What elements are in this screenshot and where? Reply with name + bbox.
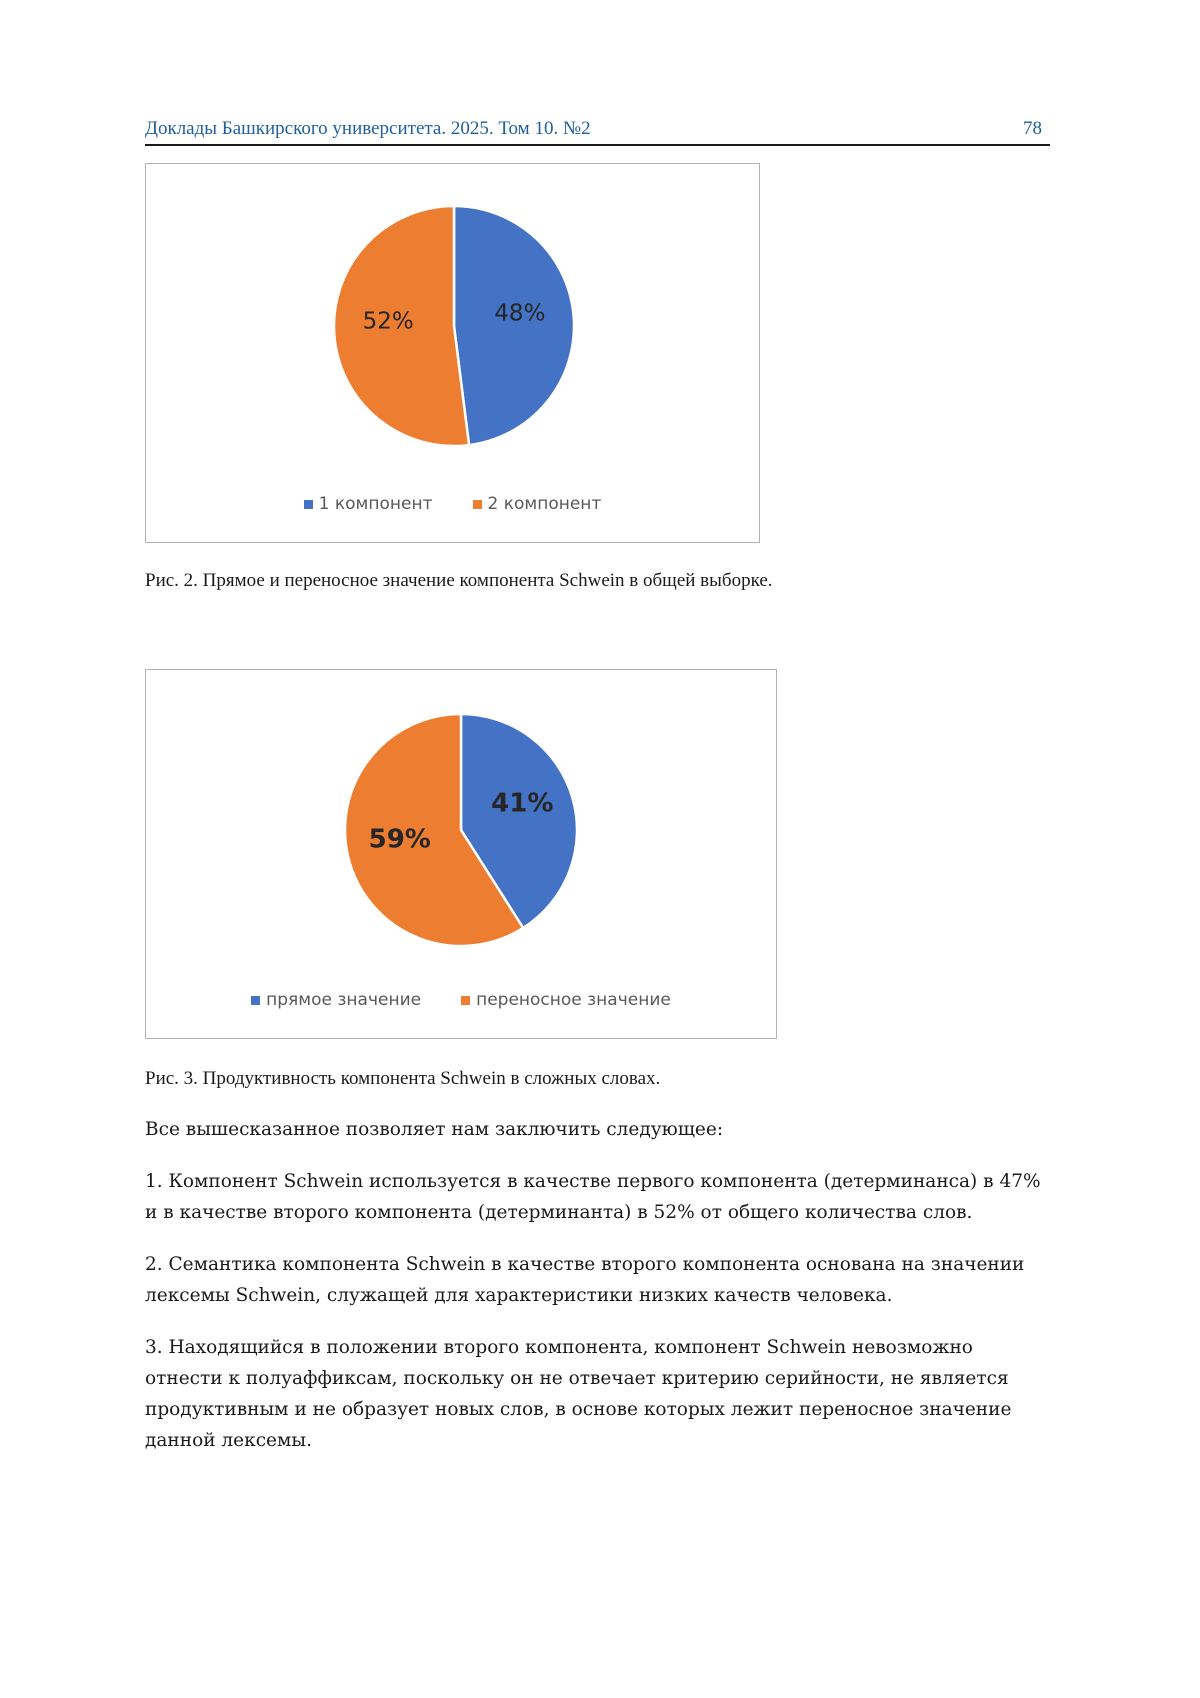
pie-chart-2-svg bbox=[146, 670, 778, 1040]
conclusion-3: 3. Находящийся в положении второго компонента, компонент Schwein невозможно отнести к полуаффиксам, поскольку он не отвечает критерию серийности, не является продуктивным и не образует новых слов, в основе которых лежит переносное значение данной лексемы. bbox=[145, 1332, 1050, 1456]
pie-chart-2-legend bbox=[146, 990, 776, 1010]
legend-item-2-component bbox=[473, 494, 602, 514]
pie-chart-1-legend bbox=[146, 494, 759, 514]
figure-2-caption: Рис. 2. Прямое и переносное значение компонента Schwein в общей выборке. bbox=[145, 570, 773, 592]
page-number: 78 bbox=[1023, 118, 1042, 140]
legend-swatch-blue bbox=[251, 996, 260, 1005]
figure-2-chart bbox=[145, 163, 760, 543]
legend-label: 1 компонент bbox=[319, 494, 433, 514]
legend-label: переносное значение bbox=[476, 990, 671, 1010]
legend-label: прямое значение bbox=[266, 990, 421, 1010]
running-header bbox=[145, 114, 1050, 146]
intro-paragraph: Все вышесказанное позволяет нам заключить следующее: bbox=[145, 1114, 1050, 1145]
pie-data-label-1: 41% bbox=[491, 789, 553, 819]
legend-label: 2 компонент bbox=[488, 494, 602, 514]
legend-swatch-orange bbox=[473, 500, 482, 509]
pie-chart-1-svg bbox=[146, 164, 761, 544]
legend-item-direct-meaning bbox=[251, 990, 421, 1010]
conclusions-text bbox=[145, 1114, 1050, 1477]
legend-swatch-blue bbox=[304, 500, 313, 509]
legend-swatch-orange bbox=[461, 996, 470, 1005]
figure-3-chart bbox=[145, 669, 777, 1039]
conclusion-1: 1. Компонент Schwein используется в качестве первого компонента (детерминанса) в 47% и в качестве второго компонента (детерминанта) в 52% от общего количества слов. bbox=[145, 1166, 1050, 1228]
journal-title: Доклады Башкирского университета. 2025. Том 10. №2 bbox=[145, 118, 591, 140]
legend-item-1-component bbox=[304, 494, 433, 514]
conclusion-2: 2. Семантика компонента Schwein в качестве второго компонента основана на значении лексемы Schwein, служащей для характеристики низких качеств человека. bbox=[145, 1249, 1050, 1311]
pie-data-label-2: 59% bbox=[369, 824, 431, 854]
pie-data-label-2: 52% bbox=[363, 309, 414, 335]
pie-data-label-1: 48% bbox=[494, 300, 545, 326]
figure-3-caption: Рис. 3. Продуктивность компонента Schwein в сложных словах. bbox=[145, 1068, 660, 1090]
legend-item-figurative-meaning bbox=[461, 990, 671, 1010]
